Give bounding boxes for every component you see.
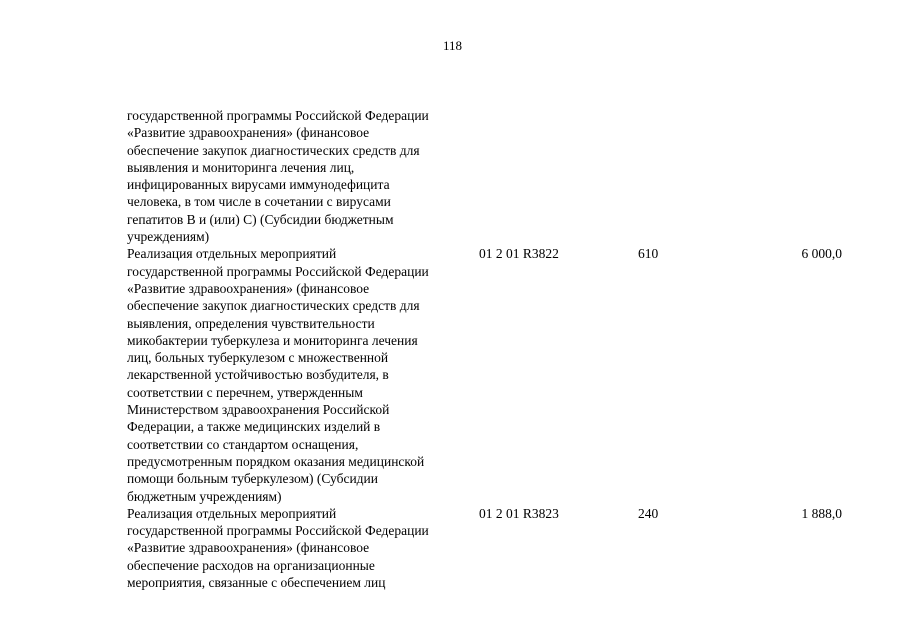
description-line: лекарственной устойчивостью возбудителя, в	[127, 367, 389, 383]
amount-value: 1 888,0	[801, 505, 842, 521]
description-line: обеспечение закупок диагностических средств для	[127, 142, 420, 158]
table-row	[127, 245, 847, 504]
description-line: государственной программы Российской Федерации	[127, 523, 429, 539]
description-line: человека, в том числе в сочетании с вирусами	[127, 194, 391, 210]
description-line: помощи больным туберкулезом) (Субсидии	[127, 471, 378, 487]
description-line: микобактерии туберкулеза и мониторинга лечения	[127, 332, 418, 348]
table-row	[127, 505, 847, 591]
description-line: «Развитие здравоохранения» (финансовое	[127, 540, 370, 556]
row-description	[127, 107, 472, 245]
expense-type-code: 240	[638, 505, 659, 521]
description-line: учреждениям)	[127, 229, 210, 245]
description-line: бюджетным учреждениям)	[127, 488, 282, 504]
description-line: Министерством здравоохранения Российской	[127, 402, 390, 418]
table-row	[127, 107, 847, 245]
description-line: соответствии со стандартом оснащения,	[127, 436, 359, 452]
expense-type-code: 610	[638, 246, 659, 262]
target-article-code: 01 2 01 R3823	[479, 505, 559, 521]
description-line: Реализация отдельных мероприятий	[127, 246, 337, 262]
description-line: соответствии с перечнем, утвержденным	[127, 384, 363, 400]
description-line: Федерации, а также медицинских изделий в	[127, 419, 381, 435]
budget-table	[127, 107, 847, 591]
description-line: предусмотренным порядком оказания медицинской	[127, 453, 425, 469]
target-article-code: 01 2 01 R3822	[479, 246, 559, 262]
description-line: государственной программы Российской Федерации	[127, 263, 429, 279]
description-line: мероприятия, связанные с обеспечением лиц	[127, 575, 386, 591]
description-line: обеспечение расходов на организационные	[127, 557, 375, 573]
description-line: государственной программы Российской Федерации	[127, 108, 429, 123]
description-line: выявления, определения чувствительности	[127, 315, 375, 331]
description-line: выявления и мониторинга лечения лиц,	[127, 159, 355, 175]
page-number: 118	[442, 38, 463, 53]
description-line: Реализация отдельных мероприятий	[127, 505, 337, 521]
description-line: гепатитов В и (или) С) (Субсидии бюджетным	[127, 211, 394, 227]
row-description	[127, 245, 472, 504]
description-line: «Развитие здравоохранения» (финансовое	[127, 125, 370, 141]
description-line: инфицированных вирусами иммунодефицита	[127, 177, 390, 193]
row-description	[127, 505, 472, 591]
description-line: обеспечение закупок диагностических средств для	[127, 298, 420, 314]
description-line: лиц, больных туберкулезом с множественной	[127, 350, 389, 366]
description-line: «Развитие здравоохранения» (финансовое	[127, 280, 370, 296]
amount-value: 6 000,0	[801, 246, 842, 262]
